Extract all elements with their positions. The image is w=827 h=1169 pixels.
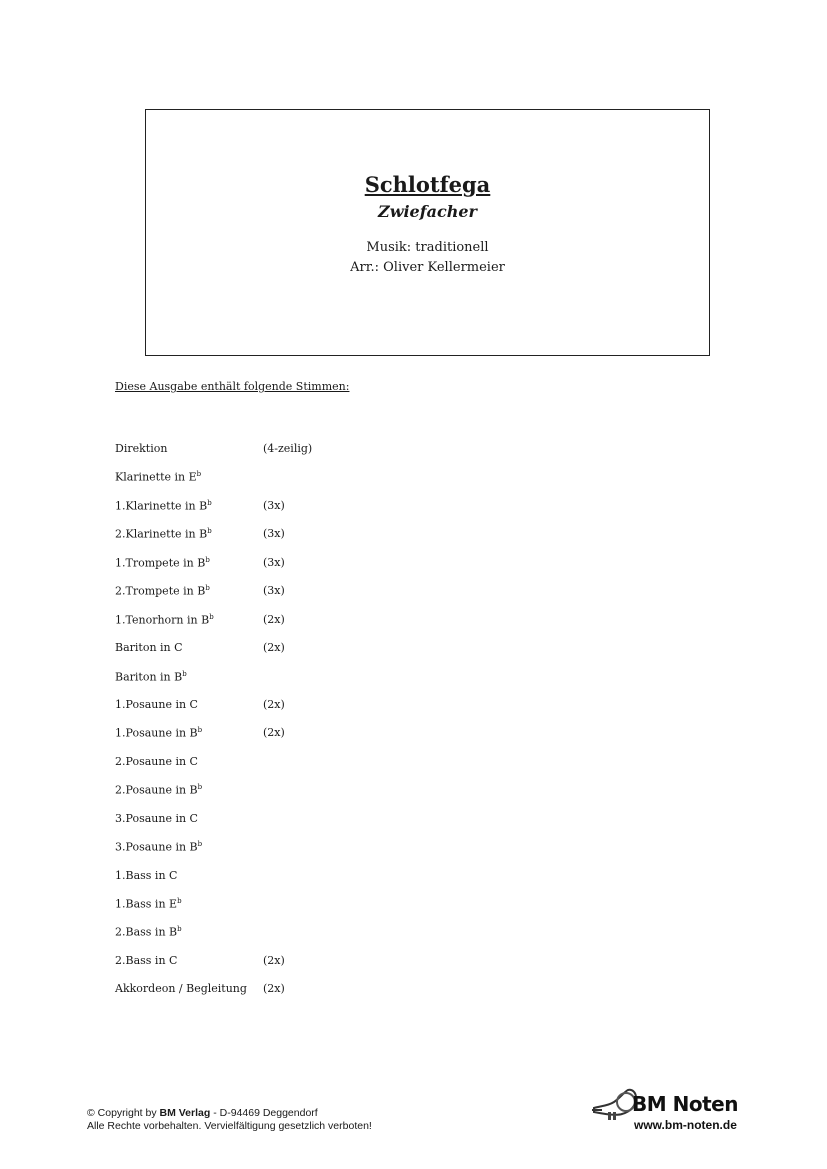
part-count: (3x) <box>263 584 285 598</box>
part-name <box>115 840 202 854</box>
part-name-text: 1.Posaune in B <box>115 727 198 741</box>
logo-url: www.bm-noten.de <box>634 1118 737 1132</box>
part-name <box>115 556 210 570</box>
part-name-text: 1.Posaune in C <box>115 697 198 711</box>
part-key-flat: b <box>177 897 182 905</box>
part-count: (3x) <box>263 498 285 512</box>
title-box <box>145 109 710 356</box>
part-count: (2x) <box>263 726 285 740</box>
part-key-flat: b <box>197 783 203 792</box>
part-name <box>115 812 198 825</box>
list-item <box>115 499 515 527</box>
part-name-text: 2.Posaune in B <box>115 783 198 797</box>
horn-icon <box>590 1086 638 1128</box>
part-name-text: 3.Posaune in C <box>115 811 198 825</box>
list-item <box>115 442 515 470</box>
list-item <box>115 726 515 754</box>
part-name <box>115 613 214 627</box>
part-name-text: 1.Klarinette in B <box>115 499 208 513</box>
arranger-credit: Arr.: Oliver Kellermeier <box>350 260 505 275</box>
logo-wordmark: BM Noten <box>632 1092 738 1116</box>
part-name <box>115 925 182 939</box>
list-item <box>115 527 515 555</box>
part-count: (3x) <box>263 527 285 541</box>
copyright-prefix: © Copyright by <box>87 1107 160 1119</box>
part-count: (3x) <box>263 555 285 569</box>
list-item <box>115 897 515 925</box>
parts-list <box>115 442 515 1011</box>
part-name <box>115 499 212 513</box>
part-name-text: 1.Trompete in B <box>115 556 206 570</box>
list-item <box>115 982 515 1010</box>
part-name-text: Akkordeon / Begleitung <box>115 982 247 996</box>
part-count: (2x) <box>263 612 285 626</box>
part-name-text: Bariton in B <box>115 670 183 684</box>
part-key-flat: b <box>197 840 203 849</box>
part-name <box>115 897 182 911</box>
list-item <box>115 470 515 498</box>
part-name <box>115 869 177 882</box>
publisher-logo <box>590 1086 740 1136</box>
part-count: (2x) <box>263 697 285 711</box>
part-name <box>115 584 210 598</box>
list-item <box>115 954 515 982</box>
list-item <box>115 869 515 897</box>
part-key-flat: b <box>205 584 210 593</box>
part-name-text: 2.Trompete in B <box>115 584 206 598</box>
part-key-flat: b <box>207 527 212 536</box>
part-key-flat: b <box>207 498 212 507</box>
page-subtitle: Zwiefacher <box>378 202 477 221</box>
part-name-text: 2.Bass in C <box>115 953 178 967</box>
contents-heading: Diese Ausgabe enthält folgende Stimmen: <box>115 380 350 393</box>
list-item <box>115 783 515 811</box>
list-item <box>115 755 515 783</box>
publisher-name: BM Verlag <box>159 1107 211 1119</box>
copyright-notice <box>87 1107 372 1133</box>
part-count: (4-zeilig) <box>263 442 313 455</box>
list-item <box>115 556 515 584</box>
part-key-flat: b <box>197 726 203 735</box>
part-name-text: Klarinette in E <box>115 471 197 485</box>
list-item <box>115 812 515 840</box>
part-name <box>115 641 183 654</box>
part-name <box>115 442 167 455</box>
part-name <box>115 954 177 967</box>
list-item <box>115 698 515 726</box>
part-name <box>115 783 202 797</box>
part-name-text: 1.Bass in C <box>115 868 178 882</box>
part-name-text: 2.Klarinette in B <box>115 527 208 541</box>
part-name-text: Direktion <box>115 442 168 455</box>
part-name-text: 2.Posaune in C <box>115 754 198 768</box>
part-name <box>115 698 198 711</box>
part-key-flat: b <box>205 555 210 564</box>
part-name <box>115 726 202 740</box>
composer-credit: Musik: traditionell <box>366 240 489 255</box>
list-item <box>115 925 515 953</box>
list-item <box>115 840 515 868</box>
part-name <box>115 982 247 995</box>
page-title: Schlotfega <box>364 172 491 197</box>
rights-notice: Alle Rechte vorbehalten. Vervielfältigung gesetzlich verboten! <box>87 1120 372 1132</box>
part-name-text: Bariton in C <box>115 641 183 655</box>
part-name <box>115 527 212 541</box>
part-count: (2x) <box>263 641 285 655</box>
part-count: (2x) <box>263 953 285 967</box>
list-item <box>115 613 515 641</box>
part-key-flat: b <box>196 470 202 479</box>
list-item <box>115 641 515 669</box>
part-name <box>115 470 201 484</box>
part-name-text: 1.Bass in E <box>115 897 178 911</box>
part-name-text: 1.Tenorhorn in B <box>115 613 210 627</box>
publisher-address: - D-94469 Deggendorf <box>210 1107 318 1119</box>
part-name <box>115 755 198 768</box>
part-name <box>115 670 187 684</box>
part-count: (2x) <box>263 982 285 996</box>
part-key-flat: b <box>182 669 187 678</box>
list-item <box>115 584 515 612</box>
part-key-flat: b <box>177 925 182 934</box>
list-item <box>115 670 515 698</box>
part-name-text: 3.Posaune in B <box>115 840 198 854</box>
part-name-text: 2.Bass in B <box>115 926 178 940</box>
part-key-flat: b <box>209 612 214 621</box>
